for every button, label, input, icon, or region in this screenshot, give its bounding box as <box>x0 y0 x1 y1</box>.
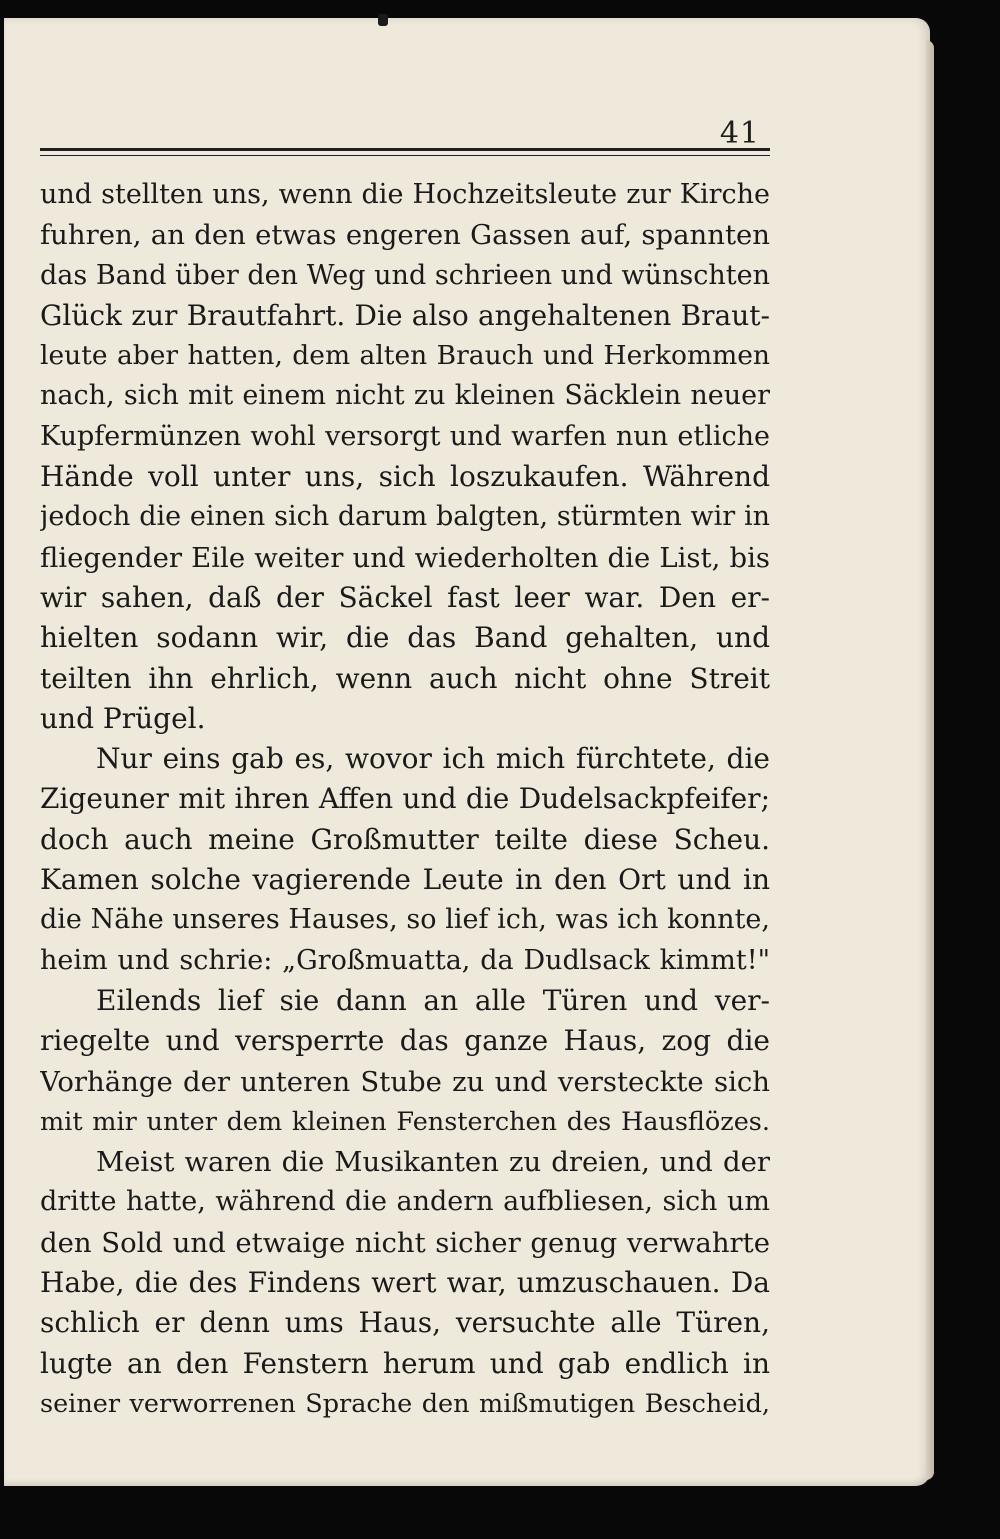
text-line: Kamen solche vagierende Leute in den Ort und in <box>40 863 770 897</box>
text-line: seiner verworrenen Sprache den mißmutigen Bescheid, <box>40 1388 770 1419</box>
header-rule <box>40 148 770 156</box>
text-line: lugte an den Fenstern herum und gab endlich in <box>40 1346 770 1380</box>
text-line: leute aber hatten, dem alten Brauch und Herkommen <box>40 340 770 372</box>
text-line: schlich er denn ums Haus, versuchte alle Türen, <box>40 1306 770 1340</box>
text-line: Eilends lief sie dann an alle Türen und ver- <box>96 983 770 1017</box>
text-line: Kupfermünzen wohl versorgt und warfen nun etliche <box>40 420 770 452</box>
text-line: fliegender Eile weiter und wiederholten die List, bis <box>40 541 770 574</box>
text-line: das Band über den Weg und schrieen und wünschten <box>40 259 770 291</box>
text-line: Meist waren die Musikanten zu dreien, und der <box>96 1146 770 1179</box>
text-line: dritte hatte, während die andern aufbliesen, sich um <box>40 1186 770 1218</box>
text-line: riegelte und versperrte das ganze Haus, zog die <box>40 1024 770 1058</box>
text-line: Vorhänge der unteren Stube zu und versteckte sich <box>40 1065 770 1098</box>
binding-mark <box>378 14 388 26</box>
text-line: fuhren, an den etwas engeren Gassen auf, spannten <box>40 219 770 252</box>
text-line: Zigeuner mit ihren Affen und die Dudelsackpfeifer; <box>40 782 770 816</box>
text-line: Habe, die des Findens wert war, umzuschauen. Da <box>40 1266 770 1300</box>
text-line: nach, sich mit einem nicht zu kleinen Säcklein neuer <box>40 380 770 412</box>
text-line: teilten ihn ehrlich, wenn auch nicht ohne Streit <box>40 661 770 695</box>
text-line: hielten sodann wir, die das Band gehalten, und <box>40 621 770 655</box>
text-line: den Sold und etwaige nicht sicher genug verwahrte <box>40 1226 770 1259</box>
text-line: Nur eins gab es, wovor ich mich fürchtete, die <box>96 742 770 776</box>
text-line: Hände voll unter uns, sich loszukaufen. Während <box>40 460 770 494</box>
page-number: 41 <box>719 116 760 151</box>
text-line: und Prügel. <box>40 701 206 735</box>
text-line: die Nähe unseres Hauses, so lief ich, was ich konnte, <box>40 904 770 936</box>
body-text <box>40 175 770 1424</box>
text-line: doch auch meine Großmutter teilte diese Scheu. <box>40 822 770 856</box>
text-line: heim und schrie: „Großmuatta, da Dudlsack kimmt!" <box>40 944 770 976</box>
text-line: Glück zur Brautfahrt. Die also angehaltenen Braut- <box>40 298 770 332</box>
text-line: und stellten uns, wenn die Hochzeitsleute zur Kirche <box>40 179 770 210</box>
page-edge <box>926 40 934 1480</box>
text-line: wir sahen, daß der Säckel fast leer war. Den er- <box>40 580 770 614</box>
text-line: mit mir unter dem kleinen Fensterchen des Hausflözes. <box>40 1106 770 1137</box>
book-page <box>4 18 930 1486</box>
text-line: jedoch die einen sich darum balgten, stürmten wir in <box>40 501 770 533</box>
